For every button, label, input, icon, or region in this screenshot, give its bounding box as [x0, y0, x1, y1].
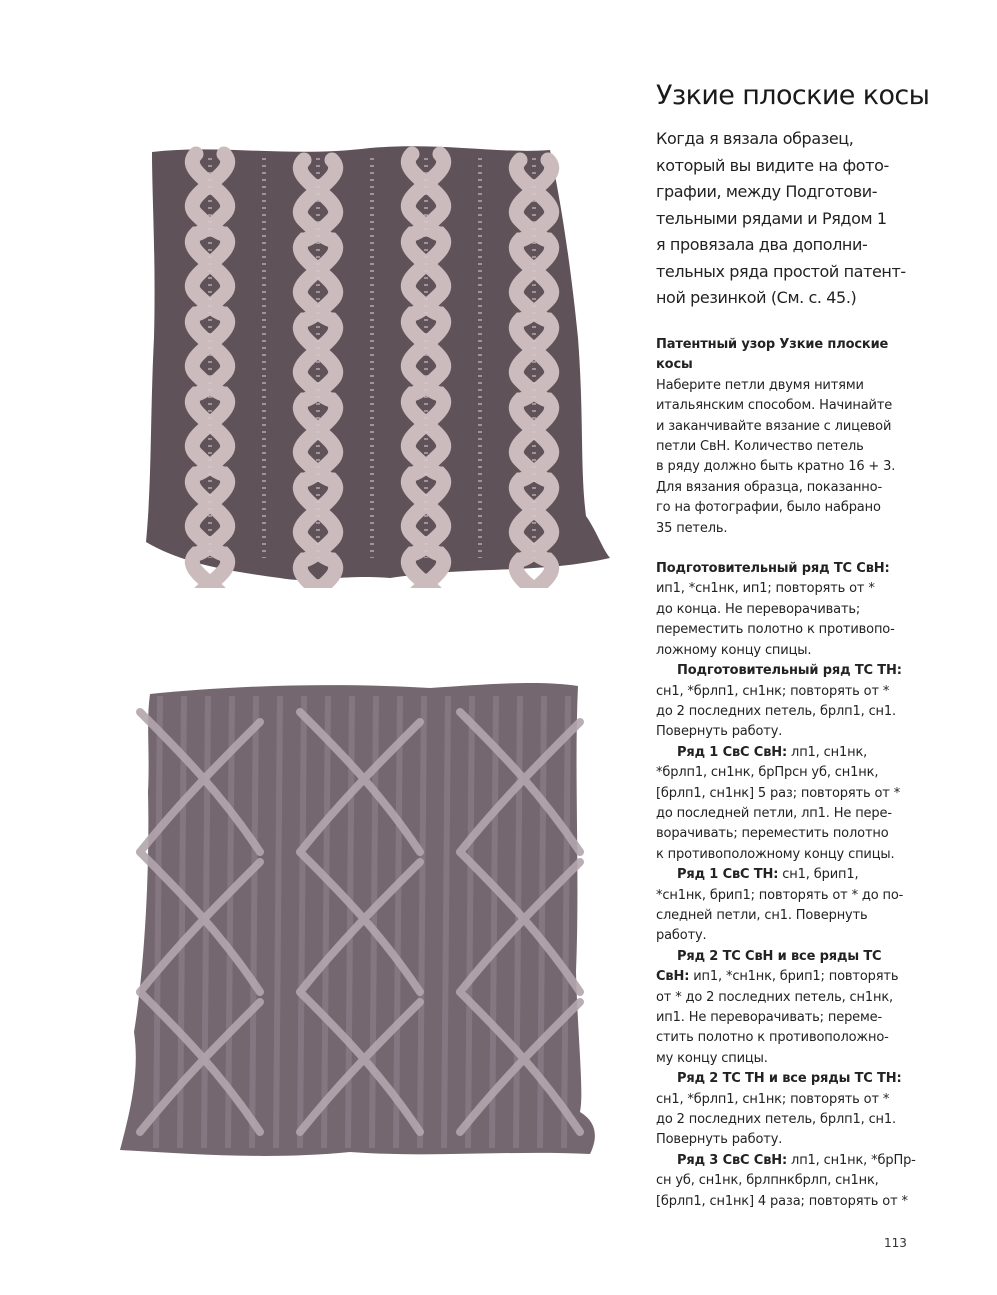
intro-line: который вы видите на фото- [656, 155, 889, 175]
row-label: Ряд 2 ТС ТН и все ряды ТС ТН: [677, 1071, 902, 1087]
rib-column [276, 696, 280, 1148]
swatch-photo-two-color [140, 138, 610, 588]
section-heading: Патентный узор Узкие плоские [656, 337, 889, 352]
text-line: [брлп1, сн1нк] 4 раза; повторять от * [656, 1193, 908, 1209]
rib-column [156, 696, 160, 1148]
text-line: [брлп1, сн1нк] 5 раз; повторять от * [656, 785, 901, 801]
text-line: Наберите петли двумя нитями [656, 377, 864, 393]
rib-column [420, 696, 424, 1148]
row-label: Подготовительный ряд ТС СвН: [656, 561, 890, 577]
rib-column [564, 696, 568, 1148]
text-line: му концу спицы. [656, 1050, 768, 1066]
intro-line: ной резинкой (См. с. 45.) [656, 288, 857, 307]
text-fragment: лп1, сн1нк, *брПр- [787, 1152, 916, 1168]
row-label: Ряд 1 СвС СвН: [677, 744, 788, 760]
text-line: ворачивать; переместить полотно [656, 826, 889, 842]
row-start-line [656, 865, 926, 885]
text-fragment: сн1, брип1, [778, 867, 859, 883]
intro-line: графии, между Подготови- [656, 182, 878, 201]
text-line: переместить полотно к противопо- [656, 622, 895, 638]
rib-column [444, 696, 448, 1148]
text-line: *брлп1, сн1нк, брПрсн уб, сн1нк, [656, 765, 879, 781]
page-title: Узкие плоские косы [656, 80, 930, 111]
text-line: Для вязания образца, показанно- [656, 479, 883, 495]
text-line: ип1, *сн1нк, ип1; повторять от * [656, 581, 875, 597]
text-line: и заканчивайте вязание с лицевой [656, 418, 892, 434]
page-number: 113 [884, 1236, 907, 1250]
row-start-line [656, 743, 926, 763]
text-line: сн1, *брлп1, сн1нк; повторять от * [656, 683, 890, 699]
row-start-line [656, 1151, 926, 1171]
text-line: сн уб, сн1нк, брлпнкбрлп, сн1нк, [656, 1173, 879, 1189]
text-line: го на фотографии, было набрано [656, 500, 881, 516]
rib-column [468, 696, 472, 1148]
row-label: СвН: [656, 969, 690, 985]
text-fragment: ип1, *сн1нк, брип1; повторять [689, 969, 899, 985]
text-line: работу. [656, 928, 707, 944]
rib-column [396, 696, 400, 1148]
intro-line: Когда я вязала образец, [656, 129, 854, 148]
text-line: стить полотно к противоположно- [656, 1030, 889, 1046]
swatch-photo-one-color [110, 672, 600, 1162]
intro-line: тельными рядами и Рядом 1 [656, 208, 887, 228]
row-label: Ряд 2 ТС СвН и все ряды ТС [677, 948, 882, 964]
intro-line: я провязала два дополни- [656, 235, 868, 254]
text-line: Повернуть работу. [656, 1132, 783, 1148]
intro-line: тельных ряда простой патент- [656, 261, 906, 281]
rib-column [492, 696, 496, 1148]
text-line: петли СвН. Количество петель [656, 439, 864, 455]
rib-column [324, 696, 328, 1148]
text-line: ложному концу спицы. [656, 642, 812, 658]
row-label: Подготовительный ряд ТС ТН: [677, 663, 902, 679]
text-line: Повернуть работу. [656, 724, 783, 740]
text-line: в ряду должно быть кратно 16 + 3. [656, 459, 896, 475]
text-line: *сн1нк, брип1; повторять от * до по- [656, 887, 904, 903]
text-line: 35 петель. [656, 520, 728, 536]
text-line: до конца. Не переворачивать; [656, 601, 861, 617]
row-label: Ряд 3 СвС СвН: [677, 1152, 788, 1168]
text-line: к противоположному концу спицы. [656, 846, 895, 862]
text-line: итальянским способом. Начинайте [656, 398, 893, 414]
rib-column [252, 696, 256, 1148]
text-fragment: лп1, сн1нк, [787, 744, 868, 760]
intro-paragraph [656, 126, 926, 312]
text-line: до 2 последних петель, брлп1, сн1. [656, 703, 897, 719]
rib-column [300, 696, 304, 1148]
rib-column [228, 696, 232, 1148]
text-line: до 2 последних петель, брлп1, сн1. [656, 1112, 897, 1128]
text-line: сн1, *брлп1, сн1нк; повторять от * [656, 1091, 890, 1107]
row-start-line [656, 967, 926, 987]
pattern-instructions [656, 335, 926, 1212]
section-heading: косы [656, 357, 693, 373]
text-line: следней петли, сн1. Повернуть [656, 907, 868, 923]
text-line: от * до 2 последних петель, сн1нк, [656, 989, 894, 1005]
text-line: до последней петли, лп1. Не пере- [656, 805, 892, 821]
text-line: ип1. Не переворачивать; переме- [656, 1010, 883, 1025]
row-label: Ряд 1 СвС ТН: [677, 867, 779, 883]
